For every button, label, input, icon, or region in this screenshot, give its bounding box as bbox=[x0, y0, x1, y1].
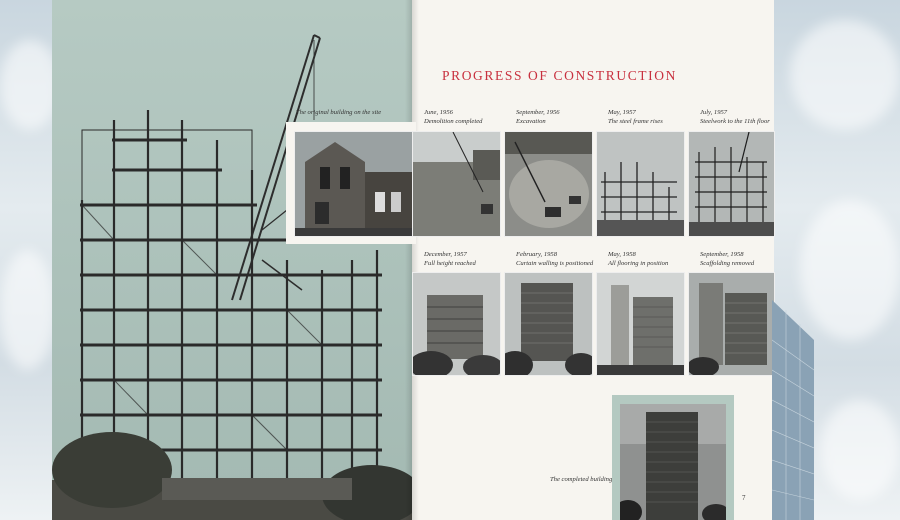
cloud bbox=[0, 250, 55, 370]
stage-date: February, 1958 bbox=[516, 251, 558, 258]
book-gutter bbox=[405, 0, 419, 520]
photo-all-flooring bbox=[596, 272, 685, 376]
page-title: PROGRESS OF CONSTRUCTION bbox=[442, 68, 677, 83]
stage-date: May, 1957 bbox=[608, 109, 636, 116]
caption-completed: The completed building bbox=[550, 476, 613, 483]
cloud bbox=[0, 40, 60, 130]
stage-desc: Scaffolding removed bbox=[700, 259, 755, 267]
stage-desc: Curtain walling is positioned bbox=[516, 259, 594, 267]
page-number: 7 bbox=[742, 494, 746, 502]
photo-curtain-walling bbox=[504, 272, 593, 376]
caption-stage-1 bbox=[424, 109, 482, 126]
caption-stage-3 bbox=[608, 109, 663, 126]
cloud bbox=[820, 400, 900, 500]
stage-desc: Full height reached bbox=[424, 259, 476, 267]
steel-frame-photo bbox=[52, 0, 412, 520]
stage-desc: Excavation bbox=[516, 117, 546, 125]
stage-desc: Demolition completed bbox=[424, 117, 483, 125]
completed-building-photo bbox=[620, 404, 726, 520]
caption-stage-5 bbox=[424, 251, 476, 268]
original-building-photo bbox=[294, 131, 414, 237]
cloud bbox=[790, 20, 900, 130]
stage-desc: All flooring in position bbox=[608, 259, 669, 267]
stage-desc: The steel frame rises bbox=[608, 117, 663, 125]
caption-stage-7 bbox=[608, 251, 668, 268]
cloud bbox=[800, 200, 900, 340]
left-page-photo bbox=[52, 0, 412, 520]
photo-demolition bbox=[412, 131, 501, 237]
stage-date: May, 1958 bbox=[608, 251, 636, 258]
photo-full-height bbox=[412, 272, 501, 376]
photo-steelwork-11th bbox=[688, 131, 775, 237]
caption-original: The original building on the site bbox=[296, 109, 382, 116]
stage-date: September, 1956 bbox=[516, 109, 560, 116]
caption-stage-4 bbox=[700, 109, 770, 126]
photo-excavation bbox=[504, 131, 593, 237]
stage-date: June, 1956 bbox=[424, 109, 453, 116]
caption-stage-8 bbox=[700, 251, 754, 268]
glass-tower-background bbox=[772, 300, 814, 520]
stage-date: September, 1958 bbox=[700, 251, 744, 258]
photo-scaffolding-removed bbox=[688, 272, 775, 376]
photo-steel-frame bbox=[596, 131, 685, 237]
stage-date: July, 1957 bbox=[700, 109, 728, 116]
stage-date: December, 1957 bbox=[424, 251, 467, 258]
caption-stage-6 bbox=[516, 251, 593, 268]
caption-stage-2 bbox=[516, 109, 560, 126]
stage-desc: Steelwork to the 11th floor bbox=[700, 117, 770, 125]
